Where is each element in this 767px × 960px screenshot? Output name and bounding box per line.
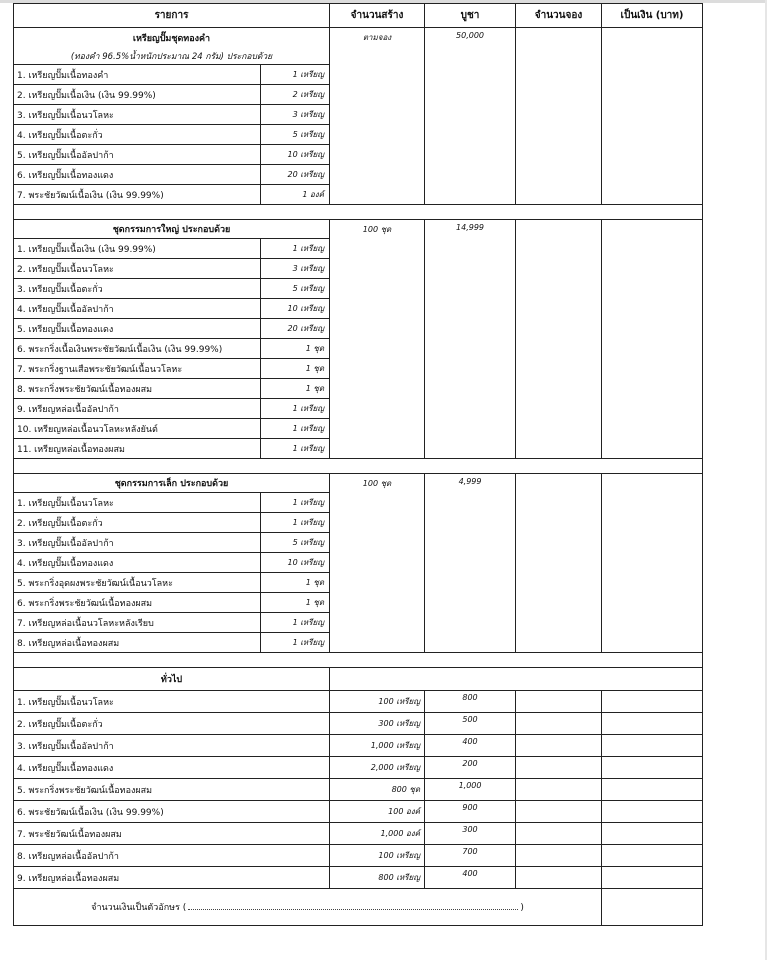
- gold-set-reserve-cell[interactable]: [516, 28, 602, 205]
- gap-cell: [14, 205, 703, 220]
- small-set-title: ชุดกรรมการเล็ก ประกอบด้วย: [14, 474, 330, 493]
- order-table-body: [14, 28, 703, 926]
- small-set-created: 100 ชุด: [330, 474, 425, 653]
- item-name: 4. เหรียญปั๊มเนื้อตะกั่ว: [14, 125, 261, 145]
- item-reserve-cell[interactable]: [516, 757, 602, 779]
- item-amount-cell[interactable]: [602, 845, 703, 867]
- big-set-created: 100 ชุด: [330, 220, 425, 459]
- item-reserve-cell[interactable]: [516, 867, 602, 889]
- item-name: 8. พระกริ่งพระชัยวัฒน์เนื้อทองผสม: [14, 379, 261, 399]
- general-title-row: [14, 668, 703, 691]
- item-amount-cell[interactable]: [602, 867, 703, 889]
- section-gap: [14, 205, 703, 220]
- item-name: 4. เหรียญปั๊มเนื้ออัลปาก้า: [14, 299, 261, 319]
- item-name: 6. พระกริ่งเนื้อเงินพระชัยวัฒน์เนื้อเงิน (เงิน 99.99%): [14, 339, 261, 359]
- small-set-amount-cell[interactable]: [602, 474, 703, 653]
- item-qty: 1 เหรียญ: [261, 439, 330, 459]
- item-name: 2. เหรียญปั๊มเนื้อเงิน (เงิน 99.99%): [14, 85, 261, 105]
- item-name: 2. เหรียญปั๊มเนื้อตะกั่ว: [14, 513, 261, 533]
- item-name: 6. เหรียญปั๊มเนื้อทองแดง: [14, 165, 261, 185]
- item-name: 3. เหรียญปั๊มเนื้อตะกั่ว: [14, 279, 261, 299]
- amount-in-words-close: ): [520, 903, 524, 913]
- table-row: [14, 867, 703, 889]
- big-set-price: 14,999: [425, 220, 516, 459]
- gap-cell: [14, 653, 703, 668]
- item-created: 100 เหรียญ: [330, 845, 425, 867]
- section-gap: [14, 653, 703, 668]
- item-amount-cell[interactable]: [602, 757, 703, 779]
- item-qty: 3 เหรียญ: [261, 259, 330, 279]
- amount-in-words-cell: [14, 889, 602, 926]
- item-reserve-cell[interactable]: [516, 735, 602, 757]
- header-item: รายการ: [14, 4, 330, 28]
- item-name: 1. เหรียญปั๊มเนื้อทองคำ: [14, 65, 261, 85]
- item-created: 300 เหรียญ: [330, 713, 425, 735]
- item-qty: 1 เหรียญ: [261, 419, 330, 439]
- item-price: 400: [425, 867, 516, 889]
- table-row: [14, 823, 703, 845]
- item-name: 6. พระกริ่งพระชัยวัฒน์เนื้อทองผสม: [14, 593, 261, 613]
- small-set-price: 4,999: [425, 474, 516, 653]
- item-name: 5. เหรียญปั๊มเนื้ออัลปาก้า: [14, 145, 261, 165]
- general-title-blank: [330, 668, 703, 691]
- item-name: 3. เหรียญปั๊มเนื้ออัลปาก้า: [14, 735, 330, 757]
- item-price: 900: [425, 801, 516, 823]
- item-qty: 10 เหรียญ: [261, 553, 330, 573]
- item-name: 1. เหรียญปั๊มเนื้อนวโลหะ: [14, 493, 261, 513]
- header-price: บูชา: [425, 4, 516, 28]
- item-price: 300: [425, 823, 516, 845]
- item-name: 5. พระกริ่งอุดผงพระชัยวัฒน์เนื้อนวโลหะ: [14, 573, 261, 593]
- table-row: [14, 691, 703, 713]
- item-price: 400: [425, 735, 516, 757]
- item-qty: 1 ชุด: [261, 573, 330, 593]
- item-qty: 1 ชุด: [261, 593, 330, 613]
- item-name: 8. เหรียญหล่อเนื้อทองผสม: [14, 633, 261, 653]
- item-name: 9. เหรียญหล่อเนื้ออัลปาก้า: [14, 399, 261, 419]
- amount-in-words-row: [14, 889, 703, 926]
- general-title: ทั่วไป: [14, 668, 330, 691]
- item-qty: 1 เหรียญ: [261, 513, 330, 533]
- header-amount: เป็นเงิน (บาท): [602, 4, 703, 28]
- item-created: 2,000 เหรียญ: [330, 757, 425, 779]
- item-qty: 1 เหรียญ: [261, 65, 330, 85]
- big-set-reserve-cell[interactable]: [516, 220, 602, 459]
- item-qty: 1 เหรียญ: [261, 399, 330, 419]
- gold-set-title: เหรียญปั๊มชุดทองคำ: [14, 28, 330, 49]
- item-qty: 1 ชุด: [261, 359, 330, 379]
- item-qty: 5 เหรียญ: [261, 279, 330, 299]
- item-name: 7. พระชัยวัฒน์เนื้อเงิน (เงิน 99.99%): [14, 185, 261, 205]
- item-name: 11. เหรียญหล่อเนื้อทองผสม: [14, 439, 261, 459]
- item-created: 1,000 องค์: [330, 823, 425, 845]
- order-table: [13, 3, 703, 926]
- item-reserve-cell[interactable]: [516, 801, 602, 823]
- item-name: 10. เหรียญหล่อเนื้อนวโลหะหลังยันต์: [14, 419, 261, 439]
- item-name: 3. เหรียญปั๊มเนื้ออัลปาก้า: [14, 533, 261, 553]
- item-qty: 10 เหรียญ: [261, 145, 330, 165]
- item-name: 7. พระกริ่งฐานเสือพระชัยวัฒน์เนื้อนวโลหะ: [14, 359, 261, 379]
- table-row: [14, 735, 703, 757]
- total-amount-cell[interactable]: [602, 889, 703, 926]
- item-price: 200: [425, 757, 516, 779]
- big-set-title-row: [14, 220, 703, 239]
- item-qty: 1 เหรียญ: [261, 493, 330, 513]
- item-created: 800 ชุด: [330, 779, 425, 801]
- item-amount-cell[interactable]: [602, 691, 703, 713]
- item-name: 8. เหรียญหล่อเนื้ออัลปาก้า: [14, 845, 330, 867]
- item-amount-cell[interactable]: [602, 713, 703, 735]
- table-row: [14, 757, 703, 779]
- header-reserve: จำนวนจอง: [516, 4, 602, 28]
- gold-set-title-row: [14, 28, 703, 49]
- item-reserve-cell[interactable]: [516, 779, 602, 801]
- item-reserve-cell[interactable]: [516, 691, 602, 713]
- table-row: [14, 845, 703, 867]
- item-name: 1. เหรียญปั๊มเนื้อเงิน (เงิน 99.99%): [14, 239, 261, 259]
- section-gap: [14, 459, 703, 474]
- item-created: 1,000 เหรียญ: [330, 735, 425, 757]
- item-price: 800: [425, 691, 516, 713]
- item-qty: 20 เหรียญ: [261, 165, 330, 185]
- item-reserve-cell[interactable]: [516, 823, 602, 845]
- item-qty: 1 เหรียญ: [261, 613, 330, 633]
- item-name: 2. เหรียญปั๊มเนื้อตะกั่ว: [14, 713, 330, 735]
- item-name: 7. เหรียญหล่อเนื้อนวโลหะหลังเรียบ: [14, 613, 261, 633]
- item-price: 500: [425, 713, 516, 735]
- item-name: 2. เหรียญปั๊มเนื้อนวโลหะ: [14, 259, 261, 279]
- item-reserve-cell[interactable]: [516, 713, 602, 735]
- item-qty: 20 เหรียญ: [261, 319, 330, 339]
- item-qty: 1 ชุด: [261, 339, 330, 359]
- item-qty: 5 เหรียญ: [261, 533, 330, 553]
- item-amount-cell[interactable]: [602, 801, 703, 823]
- big-set-title: ชุดกรรมการใหญ่ ประกอบด้วย: [14, 220, 330, 239]
- item-name: 4. เหรียญปั๊มเนื้อทองแดง: [14, 757, 330, 779]
- gold-set-price: 50,000: [425, 28, 516, 205]
- item-amount-cell[interactable]: [602, 779, 703, 801]
- item-name: 5. เหรียญปั๊มเนื้อทองแดง: [14, 319, 261, 339]
- table-row: [14, 801, 703, 823]
- item-amount-cell[interactable]: [602, 735, 703, 757]
- amount-in-words-field[interactable]: [188, 901, 518, 910]
- item-price: 1,000: [425, 779, 516, 801]
- item-qty: 1 เหรียญ: [261, 633, 330, 653]
- big-set-amount-cell[interactable]: [602, 220, 703, 459]
- item-name: 6. พระชัยวัฒน์เนื้อเงิน (เงิน 99.99%): [14, 801, 330, 823]
- item-created: 100 เหรียญ: [330, 691, 425, 713]
- item-created: 100 องค์: [330, 801, 425, 823]
- item-qty: 5 เหรียญ: [261, 125, 330, 145]
- item-name: 7. พระชัยวัฒน์เนื้อทองผสม: [14, 823, 330, 845]
- amount-in-words-label: จำนวนเงินเป็นตัวอักษร (: [91, 903, 187, 913]
- header-row: [14, 4, 703, 28]
- gold-set-amount-cell[interactable]: [602, 28, 703, 205]
- item-name: 3. เหรียญปั๊มเนื้อนวโลหะ: [14, 105, 261, 125]
- table-row: [14, 779, 703, 801]
- item-qty: 1 องค์: [261, 185, 330, 205]
- item-amount-cell[interactable]: [602, 823, 703, 845]
- item-qty: 2 เหรียญ: [261, 85, 330, 105]
- item-reserve-cell[interactable]: [516, 845, 602, 867]
- item-qty: 1 ชุด: [261, 379, 330, 399]
- item-qty: 10 เหรียญ: [261, 299, 330, 319]
- item-qty: 1 เหรียญ: [261, 239, 330, 259]
- header-created: จำนวนสร้าง: [330, 4, 425, 28]
- item-name: 1. เหรียญปั๊มเนื้อนวโลหะ: [14, 691, 330, 713]
- gap-cell: [14, 459, 703, 474]
- item-name: 5. พระกริ่งพระชัยวัฒน์เนื้อทองผสม: [14, 779, 330, 801]
- small-set-reserve-cell[interactable]: [516, 474, 602, 653]
- table-row: [14, 713, 703, 735]
- small-set-title-row: [14, 474, 703, 493]
- gold-set-created: ตามจอง: [330, 28, 425, 205]
- item-name: 4. เหรียญปั๊มเนื้อทองแดง: [14, 553, 261, 573]
- item-created: 800 เหรียญ: [330, 867, 425, 889]
- item-price: 700: [425, 845, 516, 867]
- item-qty: 3 เหรียญ: [261, 105, 330, 125]
- gold-set-subtitle: (ทองคำ 96.5%น้ำหนักประมาณ 24 กรัม) ประกอบด้วย: [14, 48, 330, 65]
- item-name: 9. เหรียญหล่อเนื้อทองผสม: [14, 867, 330, 889]
